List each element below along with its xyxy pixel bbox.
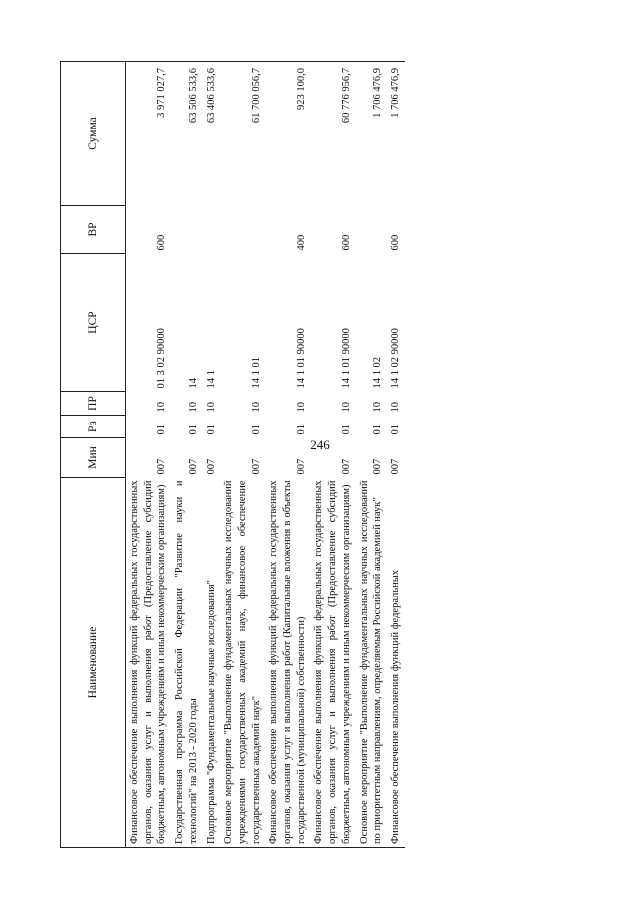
table-row <box>356 62 387 848</box>
row-sum: 63 406 533,6 <box>203 62 221 206</box>
row-rz: 01 <box>372 424 384 435</box>
header-name: Наименование <box>61 478 126 848</box>
row-min: 007 <box>250 458 262 475</box>
header-csr: ЦСР <box>61 254 126 392</box>
row-min: 007 <box>372 458 384 475</box>
table-row <box>387 62 405 848</box>
row-sum: 3 971 027,7 <box>126 62 172 206</box>
row-vr: 600 <box>156 234 168 251</box>
row-rz: 01 <box>340 424 352 435</box>
row-sum: 60 776 956,7 <box>310 62 355 206</box>
row-name: Финансовое обеспечение выполнения функций федеральных <box>387 478 405 848</box>
row-min: 007 <box>389 458 401 475</box>
row-min: 007 <box>295 458 307 475</box>
budget-table-sheet <box>60 62 588 848</box>
row-name: Государственная программа Российской Федерации "Развитие науки и технологий" на 2013 - 2020 годы <box>171 478 202 848</box>
row-min: 007 <box>187 458 199 475</box>
row-pr: 10 <box>389 402 401 413</box>
row-name: Основное мероприятие "Выполнение фундаментальных научных исследований по приоритетным направлениям, определяемым Российской академией наук" <box>356 478 387 848</box>
row-pr: 10 <box>156 402 168 413</box>
table-row <box>310 62 355 848</box>
row-min: 007 <box>156 458 168 475</box>
row-csr: 14 1 02 90000 <box>389 328 401 389</box>
row-vr: 600 <box>389 234 401 251</box>
table-row <box>265 62 310 848</box>
table-header-row <box>61 62 126 848</box>
table-row <box>220 62 265 848</box>
row-vr <box>171 206 202 254</box>
row-rz: 01 <box>389 424 401 435</box>
row-rz: 01 <box>250 424 262 435</box>
row-sum: 63 506 533,6 <box>171 62 202 206</box>
page-number: 246 <box>310 437 330 452</box>
row-pr: 10 <box>295 402 307 413</box>
row-rz: 01 <box>156 424 168 435</box>
header-min: Мин <box>61 438 126 478</box>
row-pr: 10 <box>205 402 217 413</box>
row-csr: 14 1 01 90000 <box>340 328 352 389</box>
row-csr: 14 1 01 <box>250 357 262 389</box>
row-name: Финансовое обеспечение выполнения функций федеральных государственных органов, оказания услуг и выполнения работ (Предоставление субсидий бюджетным, автономным учреждениям и иным некоммерческим организациям) <box>126 478 172 848</box>
row-vr: 400 <box>295 234 307 251</box>
header-sum: Сумма <box>61 62 126 206</box>
table-row <box>203 62 221 848</box>
row-pr: 10 <box>340 402 352 413</box>
row-rz: 01 <box>187 424 199 435</box>
row-min: 007 <box>205 458 217 475</box>
header-pr: ПР <box>61 392 126 416</box>
row-rz: 01 <box>295 424 307 435</box>
row-vr <box>203 206 221 254</box>
budget-table <box>60 61 405 848</box>
row-vr <box>220 206 265 254</box>
row-min: 007 <box>340 458 352 475</box>
row-rz: 01 <box>205 424 217 435</box>
row-sum: 1 706 476,9 <box>387 62 405 206</box>
header-vr: ВР <box>61 206 126 254</box>
table-row <box>171 62 202 848</box>
row-name: Основное мероприятие "Выполнение фундаментальных научных исследований учреждениями государственных академий наук, финансовое обеспечение государственных академий наук" <box>220 478 265 848</box>
header-rz: Рз <box>61 416 126 438</box>
row-name: Подпрограмма "Фундаментальные научные исследования" <box>203 478 221 848</box>
row-vr <box>356 206 387 254</box>
row-sum: 1 706 476,9 <box>356 62 387 206</box>
row-csr: 14 1 01 90000 <box>295 328 307 389</box>
row-pr: 10 <box>250 402 262 413</box>
table-row <box>126 62 172 848</box>
row-csr: 01 3 02 90000 <box>156 328 168 389</box>
row-name: Финансовое обеспечение выполнения функций федеральных государственных органов, оказания услуг и выполнения работ (Капитальные вложения в объекты государственной (муниципальной) собственности) <box>265 478 310 848</box>
row-sum: 61 700 056,7 <box>220 62 265 206</box>
row-pr: 10 <box>187 402 199 413</box>
row-csr: 14 <box>187 378 199 389</box>
row-csr: 14 1 02 <box>372 357 384 389</box>
row-pr: 10 <box>372 402 384 413</box>
row-vr: 600 <box>340 234 352 251</box>
row-sum: 923 100,0 <box>265 62 310 206</box>
row-name: Финансовое обеспечение выполнения функций федеральных государственных органов, оказания услуг и выполнения работ (Предоставление субсидий бюджетным, автономным учреждениям и иным некоммерческим организациям) <box>310 478 355 848</box>
row-csr: 14 1 <box>205 370 217 389</box>
